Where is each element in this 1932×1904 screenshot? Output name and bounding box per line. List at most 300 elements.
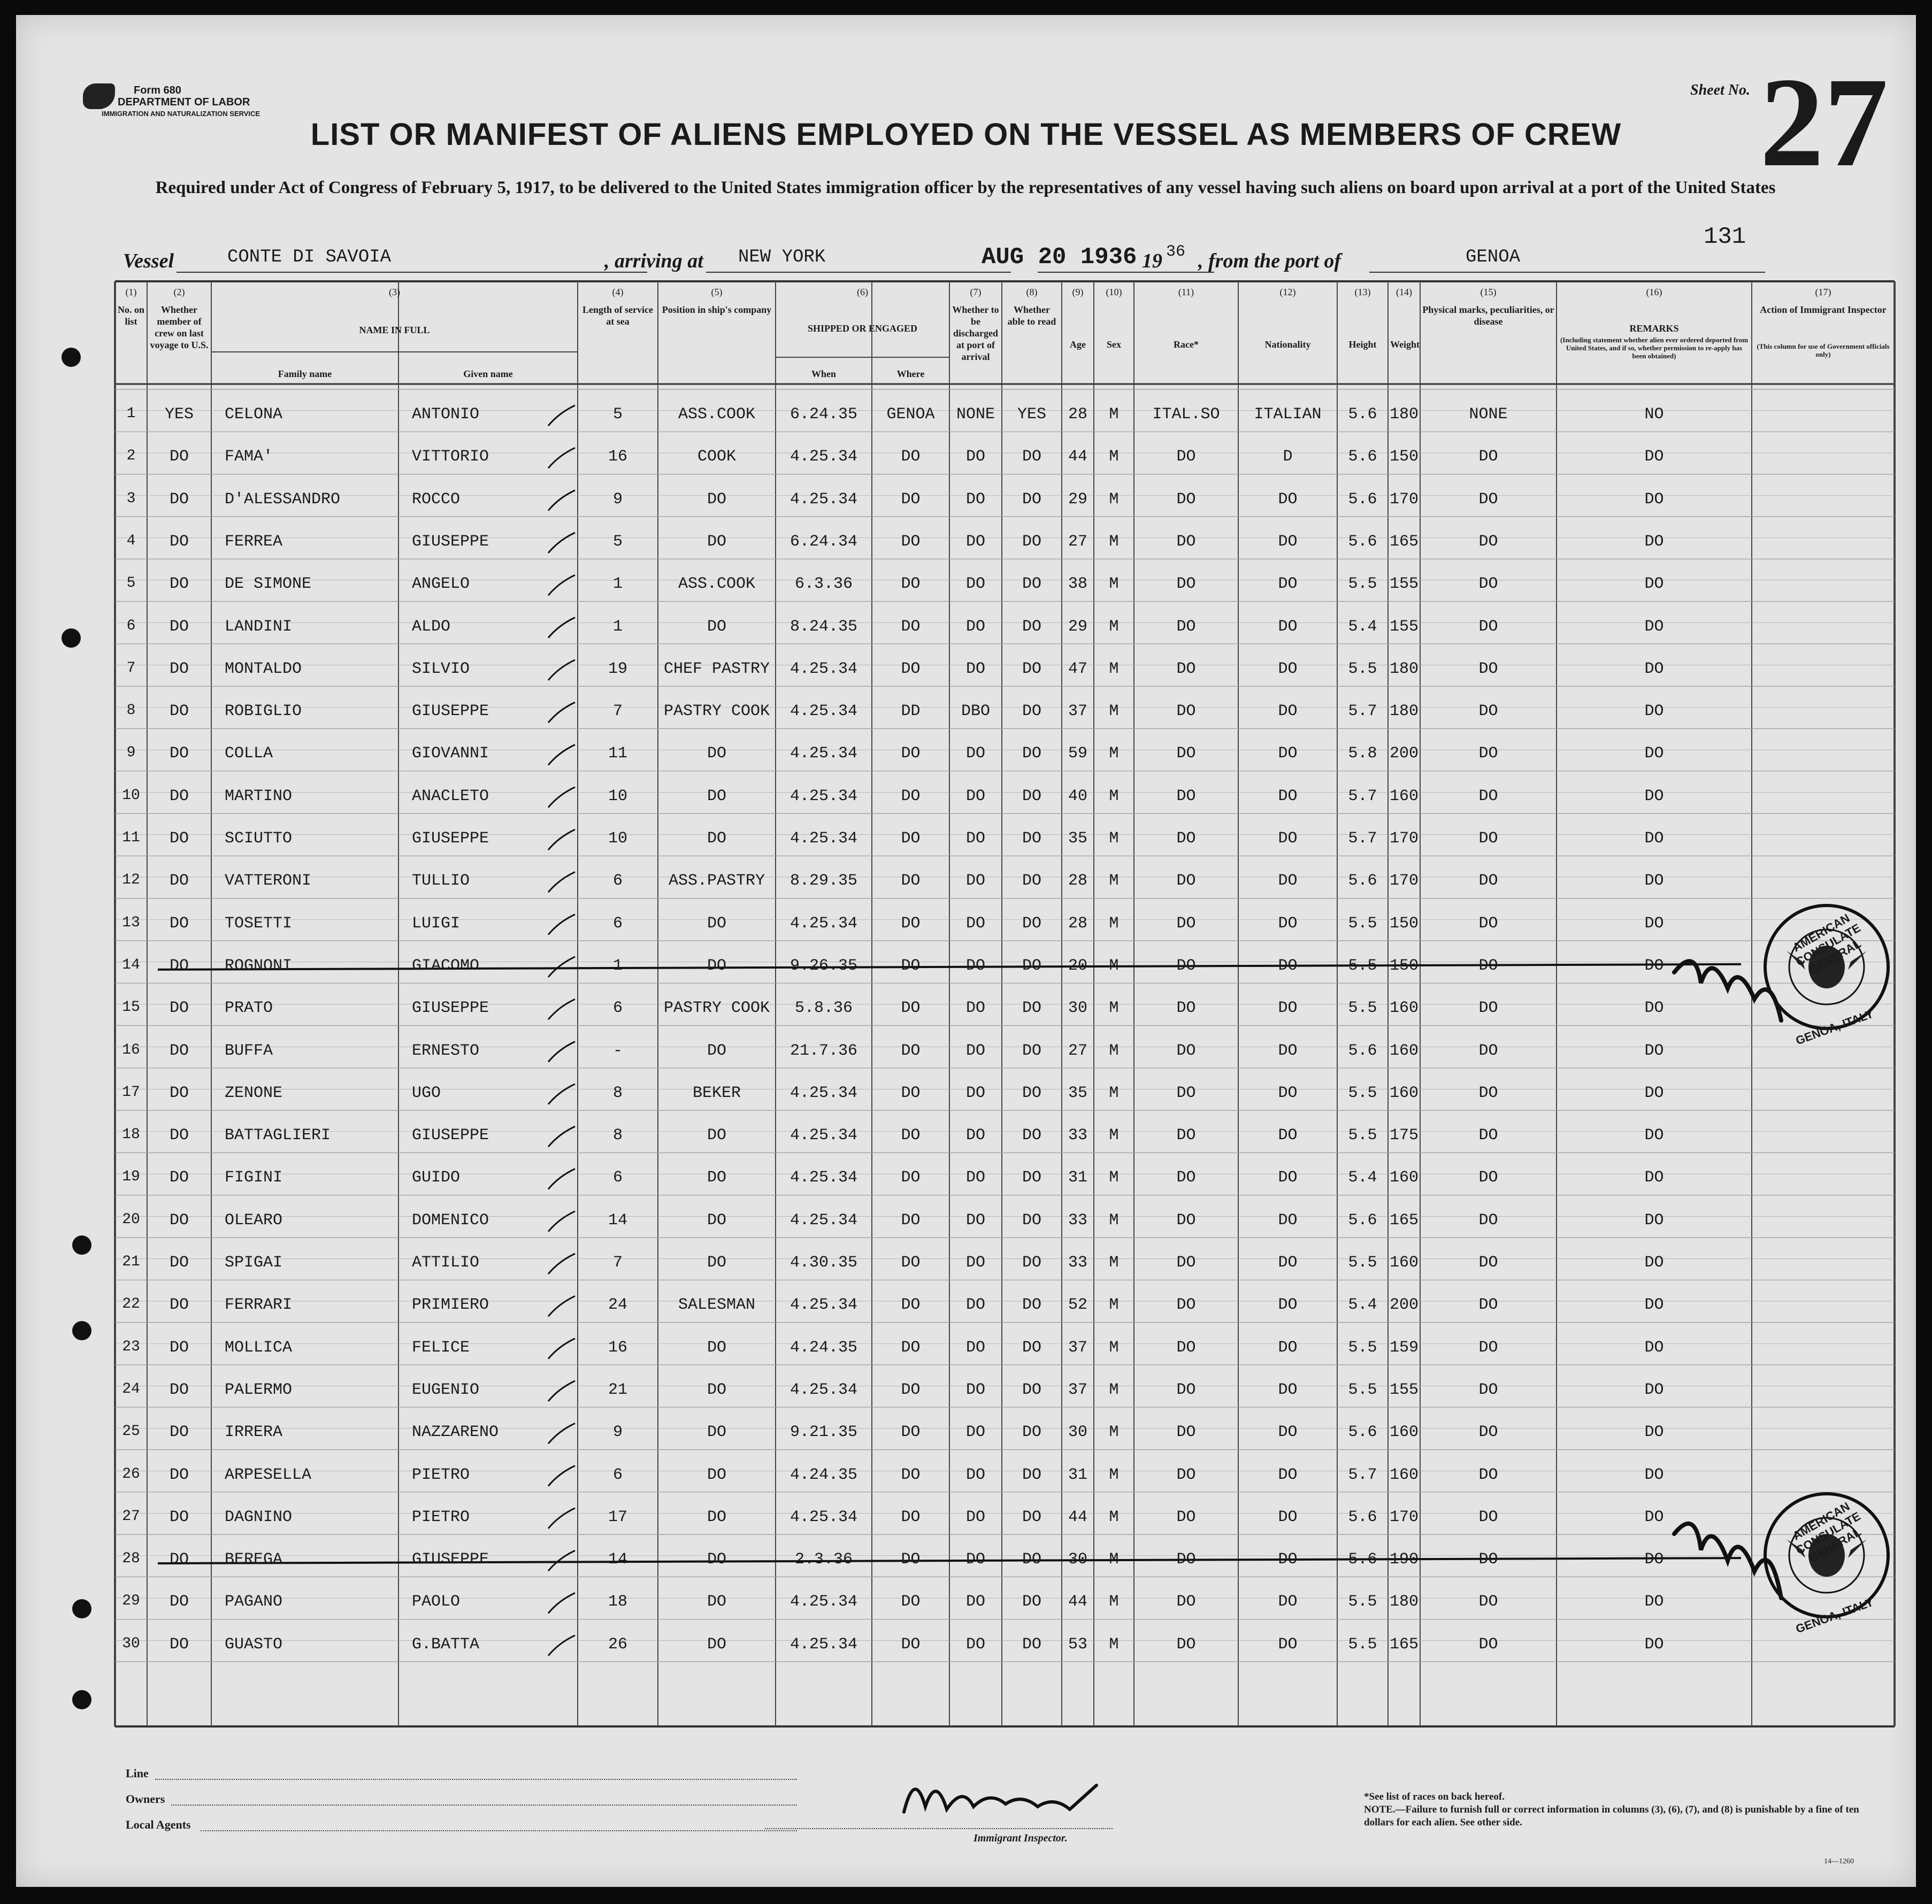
cell-no: 8: [126, 702, 136, 719]
cell-position: ASS.PASTRY: [668, 872, 765, 890]
cell-where: DO: [901, 1084, 921, 1102]
cell-family: SCIUTTO: [225, 830, 293, 848]
cell-discharged: DO: [965, 956, 985, 975]
cell-race: DO: [1176, 1508, 1196, 1526]
cell-service: 18: [608, 1593, 627, 1611]
cell-when: 4.25.34: [789, 659, 858, 678]
cell-remarks: DO: [1644, 617, 1664, 636]
cell-family: IRRERA: [225, 1423, 283, 1442]
cell-height: 5.5: [1348, 659, 1377, 678]
cell-height: 5.8: [1348, 744, 1377, 763]
cell-when: 4.25.34: [789, 1211, 858, 1230]
cell-given: GIUSEPPE: [412, 702, 489, 721]
cell-when: 4.25.34: [789, 1508, 858, 1526]
sheet-label: Sheet No.: [1690, 82, 1750, 98]
cell-nationality: DO: [1278, 1041, 1298, 1060]
cell-remarks: DO: [1644, 1550, 1664, 1569]
cell-height: 5.5: [1348, 1126, 1377, 1145]
cell-position: DO: [707, 1635, 726, 1654]
cell-sex: M: [1109, 830, 1119, 848]
cell-given: ANACLETO: [412, 787, 489, 805]
cell-weight: 165: [1389, 532, 1419, 551]
cell-position: BEKER: [692, 1084, 741, 1102]
cell-marks: DO: [1478, 1041, 1498, 1060]
cell-nationality: DO: [1278, 787, 1298, 805]
cell-where: DO: [901, 744, 921, 763]
cell-given: GIOVANNI: [412, 744, 489, 763]
cell-age: 35: [1068, 830, 1087, 848]
vessel-name: CONTE DI SAVOIA: [227, 247, 392, 267]
cell-read: DO: [1022, 1126, 1041, 1145]
cell-age: 44: [1068, 1508, 1087, 1526]
cell-no: 13: [122, 914, 140, 931]
cell-height: 5.5: [1348, 1338, 1377, 1357]
cell-prev: DO: [169, 830, 189, 848]
cell-weight: 160: [1389, 1084, 1419, 1102]
cell-position: DO: [707, 1211, 726, 1230]
cell-prev: DO: [169, 702, 189, 721]
cell-given: EUGENIO: [412, 1380, 480, 1399]
cell-no: 6: [126, 617, 136, 634]
cell-discharged: DO: [965, 1380, 985, 1399]
cell-prev: DO: [169, 1550, 189, 1569]
cell-age: 28: [1068, 405, 1087, 424]
cell-discharged: DO: [965, 532, 985, 551]
cell-given: FELICE: [412, 1338, 470, 1357]
cell-read: DO: [1022, 999, 1041, 1018]
cell-position: ASS.COOK: [678, 405, 756, 424]
cell-remarks: DO: [1644, 787, 1664, 805]
column-header-9: Age: [1070, 339, 1086, 350]
cell-age: 52: [1068, 1296, 1087, 1315]
cell-family: SPIGAI: [225, 1254, 283, 1272]
cell-service: 16: [608, 448, 627, 466]
cell-position: DO: [707, 956, 726, 975]
cell-service: 6: [612, 1169, 623, 1187]
column-header-3: NAME IN FULL: [359, 325, 430, 335]
cell-race: DO: [1176, 1635, 1196, 1654]
cell-prev: DO: [169, 1508, 189, 1526]
cell-age: 33: [1068, 1211, 1087, 1230]
cell-sex: M: [1109, 999, 1119, 1018]
cell-prev: DO: [169, 1593, 189, 1611]
cell-service: 1: [612, 617, 623, 636]
cell-discharged: DO: [965, 1465, 985, 1484]
cell-read: DO: [1022, 702, 1041, 721]
cell-remarks: DO: [1644, 1296, 1664, 1315]
cell-no: 16: [122, 1041, 140, 1058]
cell-no: 2: [126, 448, 136, 465]
cell-weight: 160: [1389, 1423, 1419, 1442]
cell-read: DO: [1022, 575, 1041, 594]
cell-weight: 155: [1389, 575, 1419, 594]
cell-height: 5.5: [1348, 1084, 1377, 1102]
cell-no: 24: [122, 1380, 140, 1398]
cell-position: PASTRY COOK: [663, 999, 770, 1018]
cell-where: DO: [901, 532, 921, 551]
cell-when: 4.25.34: [789, 448, 858, 466]
cell-position: DO: [707, 490, 726, 509]
cell-nationality: DO: [1278, 744, 1298, 763]
cell-no: 21: [122, 1254, 140, 1270]
cell-where: DO: [901, 617, 921, 636]
cell-where: DO: [901, 1126, 921, 1145]
cell-given: GUIDO: [412, 1169, 461, 1187]
cell-discharged: DO: [965, 448, 985, 466]
cell-nationality: DO: [1278, 914, 1298, 933]
cell-age: 35: [1068, 1084, 1087, 1102]
cell-read: DO: [1022, 490, 1041, 509]
cell-read: DO: [1022, 914, 1041, 933]
cell-position: DO: [707, 1550, 726, 1569]
cell-age: 20: [1068, 956, 1087, 975]
cell-prev: DO: [169, 914, 189, 933]
cell-read: DO: [1022, 872, 1041, 890]
cell-weight: 175: [1389, 1126, 1419, 1145]
cell-marks: DO: [1478, 1084, 1498, 1102]
cell-height: 5.6: [1348, 1041, 1377, 1060]
cell-where: DO: [901, 1254, 921, 1272]
cell-position: DO: [707, 1169, 726, 1187]
cell-family: MOLLICA: [225, 1338, 293, 1357]
cell-height: 5.5: [1348, 1593, 1377, 1611]
subheader-inspector-note: (This column for use of Government officials only): [1757, 342, 1890, 358]
cell-service: 16: [608, 1338, 627, 1357]
cell-where: DO: [901, 1041, 921, 1060]
cell-weight: 150: [1389, 914, 1419, 933]
cell-nationality: DO: [1278, 659, 1298, 678]
cell-height: 5.7: [1348, 1465, 1377, 1484]
cell-given: TULLIO: [412, 872, 470, 890]
cell-weight: 160: [1389, 1169, 1419, 1187]
cell-discharged: DO: [965, 575, 985, 594]
cell-service: 1: [612, 575, 623, 594]
cell-prev: DO: [169, 532, 189, 551]
cell-age: 37: [1068, 1338, 1087, 1357]
cell-sex: M: [1109, 617, 1119, 636]
cell-marks: DO: [1478, 1211, 1498, 1230]
cell-when: 4.25.34: [789, 830, 858, 848]
cell-height: 5.6: [1348, 872, 1377, 890]
cell-weight: 160: [1389, 1254, 1419, 1272]
cell-family: BEREGA: [225, 1550, 283, 1569]
cell-when: 4.25.34: [789, 1593, 858, 1611]
cell-where: DO: [901, 1550, 921, 1569]
cell-discharged: DO: [965, 1084, 985, 1102]
cell-weight: 160: [1389, 1465, 1419, 1484]
cell-family: DAGNINO: [225, 1508, 293, 1526]
subheader-family-name: Family name: [278, 368, 332, 379]
column-number-7: (7): [970, 287, 982, 297]
from-port: GENOA: [1466, 247, 1521, 267]
cell-no: 27: [122, 1508, 140, 1525]
cell-marks: DO: [1478, 1380, 1498, 1399]
cell-marks: DO: [1478, 744, 1498, 763]
arriving-label: , arriving at: [604, 250, 703, 272]
cell-when: 4.25.34: [789, 1169, 858, 1187]
cell-marks: DO: [1478, 490, 1498, 509]
cell-prev: DO: [169, 448, 189, 466]
cell-no: 10: [122, 787, 140, 804]
cell-prev: DO: [169, 1211, 189, 1230]
cell-nationality: DO: [1278, 1169, 1298, 1187]
column-header-4: Length of service at sea: [582, 304, 653, 327]
cell-when: 9.21.35: [789, 1423, 858, 1442]
column-header-8: Whether able to read: [1007, 304, 1056, 327]
cell-height: 5.5: [1348, 1380, 1377, 1399]
cell-no: 30: [122, 1635, 140, 1652]
cell-no: 5: [126, 575, 136, 592]
cell-prev: DO: [169, 1126, 189, 1145]
cell-when: 4.25.34: [789, 702, 858, 721]
cell-given: G.BATTA: [412, 1635, 480, 1654]
cell-read: DO: [1022, 1084, 1041, 1102]
cell-prev: DO: [169, 744, 189, 763]
cell-age: 37: [1068, 1380, 1087, 1399]
cell-read: DO: [1022, 1423, 1041, 1442]
cell-position: CHEF PASTRY: [663, 659, 770, 678]
cell-height: 5.5: [1348, 575, 1377, 594]
cell-position: DO: [707, 830, 726, 848]
cell-read: DO: [1022, 448, 1041, 466]
cell-sex: M: [1109, 787, 1119, 805]
cell-service: 1: [612, 956, 623, 975]
cell-read: DO: [1022, 1380, 1041, 1399]
cell-race: DO: [1176, 999, 1196, 1018]
cell-family: MONTALDO: [225, 659, 302, 678]
cell-sex: M: [1109, 1254, 1119, 1272]
column-number-14: (14): [1396, 287, 1412, 297]
cell-no: 3: [126, 490, 136, 507]
column-number-4: (4): [612, 287, 624, 297]
cell-discharged: DO: [965, 1423, 985, 1442]
column-header-5: Position in ship's company: [662, 304, 772, 315]
cell-when: 9.26.35: [789, 956, 858, 975]
cell-family: FERRARI: [225, 1296, 293, 1315]
cell-marks: NONE: [1469, 405, 1508, 424]
cell-remarks: DO: [1644, 872, 1664, 890]
races-note: *See list of races on back hereof.: [1364, 1791, 1505, 1802]
cell-weight: 180: [1389, 1593, 1419, 1611]
cell-marks: DO: [1478, 830, 1498, 848]
cell-service: 8: [612, 1126, 623, 1145]
cell-weight: 180: [1389, 405, 1419, 424]
cell-when: 4.25.34: [789, 1380, 858, 1399]
cell-nationality: DO: [1278, 1084, 1298, 1102]
cell-no: 28: [122, 1550, 140, 1568]
cell-given: VITTORIO: [412, 448, 489, 466]
cell-service: 6: [612, 1465, 623, 1484]
cell-race: DO: [1176, 830, 1196, 848]
cell-discharged: DBO: [961, 702, 990, 721]
cell-nationality: DO: [1278, 702, 1298, 721]
column-number-11: (11): [1178, 287, 1194, 297]
cell-race: DO: [1176, 956, 1196, 975]
cell-age: 53: [1068, 1635, 1087, 1654]
cell-age: 40: [1068, 787, 1087, 805]
cell-read: DO: [1022, 830, 1041, 848]
cell-service: 6: [612, 999, 623, 1018]
subheader-given-name: Given name: [463, 368, 513, 379]
cell-given: ATTILIO: [412, 1254, 480, 1272]
cell-age: 30: [1068, 1550, 1087, 1569]
subheader-where: Where: [896, 368, 925, 379]
cell-marks: DO: [1478, 1465, 1498, 1484]
cell-service: 10: [608, 830, 627, 848]
cell-position: DO: [707, 1338, 726, 1357]
cell-remarks: DO: [1644, 659, 1664, 678]
cell-no: 23: [122, 1338, 140, 1355]
cell-service: 5: [612, 532, 623, 551]
column-header-16: REMARKS: [1629, 323, 1679, 334]
local-agents-label: Local Agents: [126, 1818, 191, 1831]
cell-read: DO: [1022, 744, 1041, 763]
cell-where: DO: [901, 1508, 921, 1526]
cell-discharged: DO: [965, 1550, 985, 1569]
stamp-2-text-bottom: GENOA, ITALY: [1793, 1595, 1875, 1636]
cell-weight: 155: [1389, 617, 1419, 636]
cell-no: 14: [122, 956, 140, 973]
cell-discharged: DO: [965, 1169, 985, 1187]
cell-height: 5.6: [1348, 448, 1377, 466]
column-number-15: (15): [1480, 287, 1497, 297]
cell-family: PAGANO: [225, 1593, 283, 1611]
column-header-13: Height: [1348, 339, 1377, 350]
cell-discharged: DO: [965, 744, 985, 763]
cell-given: GIUSEPPE: [412, 830, 489, 848]
cell-service: -: [612, 1041, 623, 1060]
arriving-port: NEW YORK: [738, 247, 826, 267]
cell-read: DO: [1022, 1296, 1041, 1315]
service-name: IMMIGRATION AND NATURALIZATION SERVICE: [102, 110, 260, 118]
cell-nationality: DO: [1278, 1380, 1298, 1399]
cell-nationality: DO: [1278, 1126, 1298, 1145]
cell-nationality: D: [1283, 448, 1293, 466]
cell-where: DO: [901, 914, 921, 933]
column-number-3: (3): [389, 287, 400, 297]
cell-family: FERREA: [225, 532, 283, 551]
cell-family: PALERMO: [225, 1380, 293, 1399]
cell-race: DO: [1176, 787, 1196, 805]
department-name: DEPARTMENT OF LABOR: [118, 96, 250, 108]
cell-no: 19: [122, 1169, 140, 1186]
cell-position: DO: [707, 1126, 726, 1145]
cell-weight: 165: [1389, 1635, 1419, 1654]
cell-height: 5.7: [1348, 830, 1377, 848]
cell-nationality: DO: [1278, 830, 1298, 848]
cell-family: MARTINO: [225, 787, 293, 805]
cell-discharged: DO: [965, 830, 985, 848]
cell-when: 8.29.35: [789, 872, 858, 890]
cell-nationality: DO: [1278, 956, 1298, 975]
cell-nationality: DO: [1278, 872, 1298, 890]
cell-race: DO: [1176, 532, 1196, 551]
cell-given: PRIMIERO: [412, 1296, 489, 1315]
cell-remarks: DO: [1644, 490, 1664, 509]
cell-where: DO: [901, 999, 921, 1018]
cell-nationality: DO: [1278, 1296, 1298, 1315]
cell-read: DO: [1022, 1465, 1041, 1484]
cell-family: BUFFA: [225, 1041, 273, 1060]
cell-where: DO: [901, 1338, 921, 1357]
cell-position: DO: [707, 1423, 726, 1442]
cell-nationality: DO: [1278, 532, 1298, 551]
cell-when: 4.25.34: [789, 787, 858, 805]
cell-when: 4.25.34: [789, 914, 858, 933]
cell-weight: 165: [1389, 1211, 1419, 1230]
cell-discharged: DO: [965, 1593, 985, 1611]
cell-family: DE SIMONE: [225, 575, 312, 594]
cell-position: SALESMAN: [678, 1296, 756, 1315]
cell-when: 4.24.35: [789, 1465, 858, 1484]
stamp-2-text-top: AMERICAN CONSULATE GENERAL: [1790, 1499, 1864, 1565]
cell-height: 5.6: [1348, 405, 1377, 424]
cell-when: 4.25.34: [789, 1084, 858, 1102]
cell-given: GIACOMO: [412, 956, 480, 975]
cell-race: DO: [1176, 617, 1196, 636]
cell-discharged: DO: [965, 1126, 985, 1145]
cell-where: GENOA: [886, 405, 935, 424]
cell-remarks: DO: [1644, 1338, 1664, 1357]
cell-family: ARPESELLA: [225, 1465, 312, 1484]
cell-remarks: DO: [1644, 532, 1664, 551]
cell-weight: 190: [1389, 1550, 1419, 1569]
from-port-label: , from the port of: [1198, 250, 1341, 272]
cell-sex: M: [1109, 744, 1119, 763]
cell-given: ERNESTO: [412, 1041, 480, 1060]
column-number-17: (17): [1815, 287, 1831, 297]
cell-marks: DO: [1478, 532, 1498, 551]
inspector-signature-icon: [893, 1764, 1107, 1828]
column-header-17: Action of Immigrant Inspector: [1760, 304, 1887, 315]
cell-read: DO: [1022, 1635, 1041, 1654]
cell-sex: M: [1109, 1550, 1119, 1569]
cell-remarks: NO: [1644, 405, 1664, 424]
cell-height: 5.6: [1348, 1423, 1377, 1442]
cell-age: 28: [1068, 914, 1087, 933]
cell-where: DO: [901, 1635, 921, 1654]
cell-given: PIETRO: [412, 1465, 470, 1484]
cell-sex: M: [1109, 914, 1119, 933]
cell-where: DO: [901, 787, 921, 805]
cell-race: DO: [1176, 702, 1196, 721]
cell-weight: 160: [1389, 999, 1419, 1018]
cell-age: 38: [1068, 575, 1087, 594]
cell-weight: 170: [1389, 872, 1419, 890]
cell-marks: DO: [1478, 1423, 1498, 1442]
cell-prev: DO: [169, 956, 189, 975]
cell-nationality: ITALIAN: [1254, 405, 1322, 424]
cell-where: DO: [901, 1211, 921, 1230]
cell-family: FIGINI: [225, 1169, 283, 1187]
cell-nationality: DO: [1278, 1465, 1298, 1484]
cell-given: PAOLO: [412, 1593, 461, 1611]
cell-sex: M: [1109, 575, 1119, 594]
cell-given: GIUSEPPE: [412, 1550, 489, 1569]
cell-weight: 180: [1389, 659, 1419, 678]
cell-marks: DO: [1478, 575, 1498, 594]
cell-sex: M: [1109, 1084, 1119, 1102]
cell-nationality: DO: [1278, 1211, 1298, 1230]
column-header-7: Whether to be discharged at port of arrival: [952, 304, 999, 362]
cell-no: 7: [126, 659, 136, 677]
page-number: 131: [1704, 224, 1746, 250]
cell-race: DO: [1176, 1465, 1196, 1484]
cell-service: 14: [608, 1550, 627, 1569]
cell-height: 5.6: [1348, 1211, 1377, 1230]
cell-read: DO: [1022, 1508, 1041, 1526]
cell-age: 59: [1068, 744, 1087, 763]
